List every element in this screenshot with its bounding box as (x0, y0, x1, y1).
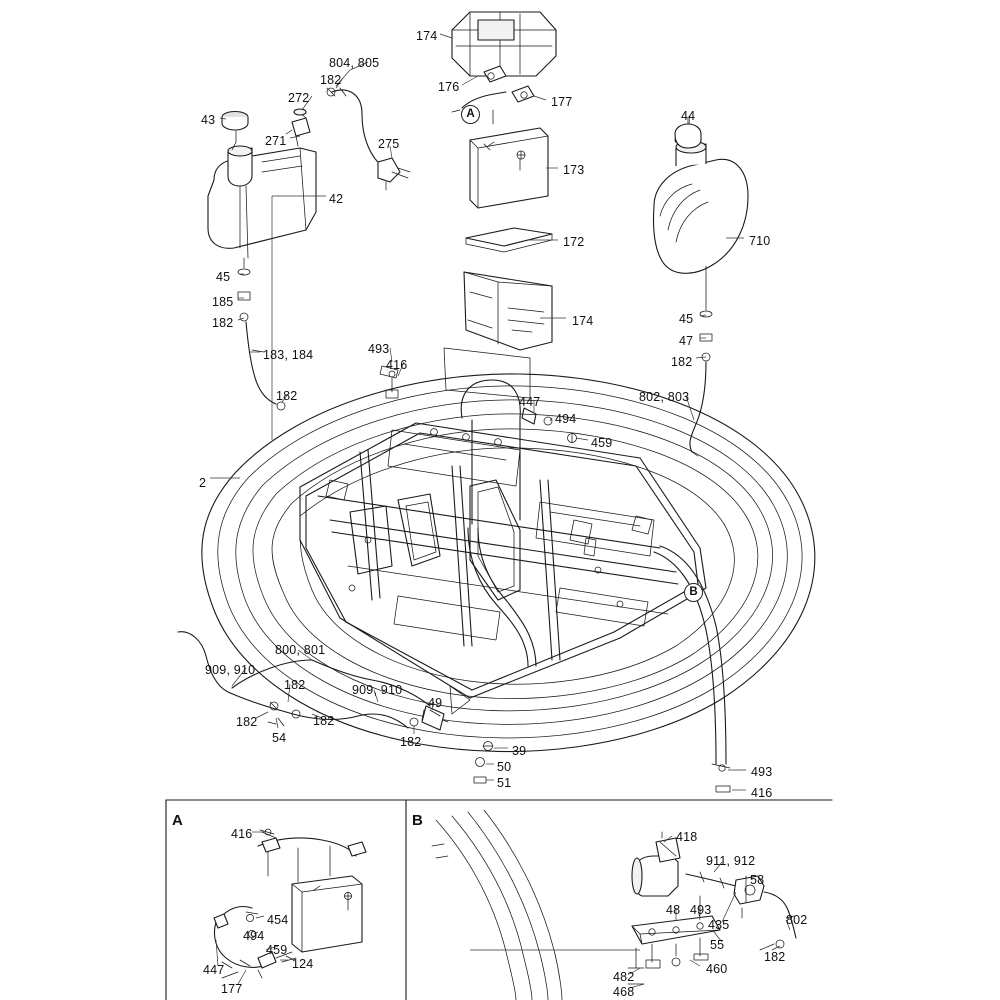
callout-183-184: 183, 184 (263, 348, 314, 362)
battery-173 (470, 128, 548, 208)
callout-39: 39 (512, 744, 527, 758)
callout-45-right: 45 (679, 312, 694, 326)
callout-447: 447 (519, 395, 541, 409)
callout-182-panel: 182 (764, 950, 786, 964)
callout-468: 468 (613, 985, 635, 999)
callout-493-b: 493 (751, 765, 773, 779)
callout-172: 172 (563, 235, 585, 249)
callout-42: 42 (329, 192, 344, 206)
callout-710: 710 (749, 234, 771, 248)
marker-a: A (461, 105, 480, 124)
callout-58: 58 (750, 873, 765, 887)
callout-459: 459 (591, 436, 613, 450)
callout-911-912: 911, 912 (706, 854, 756, 868)
callout-494: 494 (555, 412, 577, 426)
callout-804-805: 804, 805 (329, 56, 380, 70)
callout-55: 55 (710, 938, 725, 952)
callout-44: 44 (681, 109, 696, 123)
hydraulic-tank-710 (654, 118, 749, 273)
callout-271: 271 (265, 134, 287, 148)
callout-909-910-b: 909, 910 (352, 683, 403, 697)
callout-182-f: 182 (313, 714, 335, 728)
callout-51: 51 (497, 776, 512, 790)
callout-45: 45 (216, 270, 231, 284)
callout-2: 2 (199, 476, 207, 490)
callout-416-b: 416 (751, 786, 773, 800)
callout-435: 435 (708, 918, 730, 932)
panel-letter-b: B (412, 812, 423, 829)
callout-182-e: 182 (236, 715, 258, 729)
callout-802-803: 802, 803 (639, 390, 690, 404)
callout-185: 185 (212, 295, 234, 309)
callout-416-panel-a: 416 (231, 827, 253, 841)
battery-tray-174 (464, 272, 552, 350)
callout-275: 275 (378, 137, 400, 151)
callout-416-a: 416 (386, 358, 408, 372)
callout-482: 482 (613, 970, 635, 984)
callout-493-c: 493 (690, 903, 712, 917)
callout-174-top: 174 (416, 29, 438, 43)
callout-124: 124 (292, 957, 314, 971)
callout-177: 177 (551, 95, 573, 109)
callout-494-panel: 494 (243, 929, 265, 943)
callout-182-c: 182 (276, 389, 298, 403)
callout-800-801: 800, 801 (275, 643, 326, 657)
callout-43: 43 (201, 113, 216, 127)
callout-182-a: 182 (320, 73, 342, 87)
callout-49: 49 (428, 696, 443, 710)
callout-447-panel: 447 (203, 963, 225, 977)
panel-letter-a: A (172, 812, 183, 829)
callout-460: 460 (706, 962, 728, 976)
marker-b: B (684, 583, 703, 602)
callout-909-910-a: 909, 910 (205, 663, 256, 677)
callout-459-panel: 459 (266, 943, 288, 957)
callout-176: 176 (438, 80, 460, 94)
callout-48: 48 (666, 903, 681, 917)
callout-418: 418 (676, 830, 698, 844)
callout-182-d: 182 (284, 678, 306, 692)
callout-47: 47 (679, 334, 694, 348)
hydraulic-line-right (690, 266, 712, 456)
callout-272: 272 (288, 91, 310, 105)
battery-cover-174 (452, 12, 556, 76)
callout-182-b: 182 (212, 316, 234, 330)
callout-454: 454 (267, 913, 289, 927)
callout-174-mid: 174 (572, 314, 594, 328)
callout-50: 50 (497, 760, 512, 774)
callout-177-panel: 177 (221, 982, 243, 996)
callout-173: 173 (563, 163, 585, 177)
callout-182-right: 182 (671, 355, 693, 369)
callout-493-a: 493 (368, 342, 390, 356)
callout-182-g: 182 (400, 735, 422, 749)
deck-assembly (202, 366, 815, 792)
callout-54: 54 (272, 731, 287, 745)
panel-a-detail (214, 829, 366, 978)
callout-802-panel: 802 (786, 913, 808, 927)
fuel-fittings (286, 109, 310, 146)
